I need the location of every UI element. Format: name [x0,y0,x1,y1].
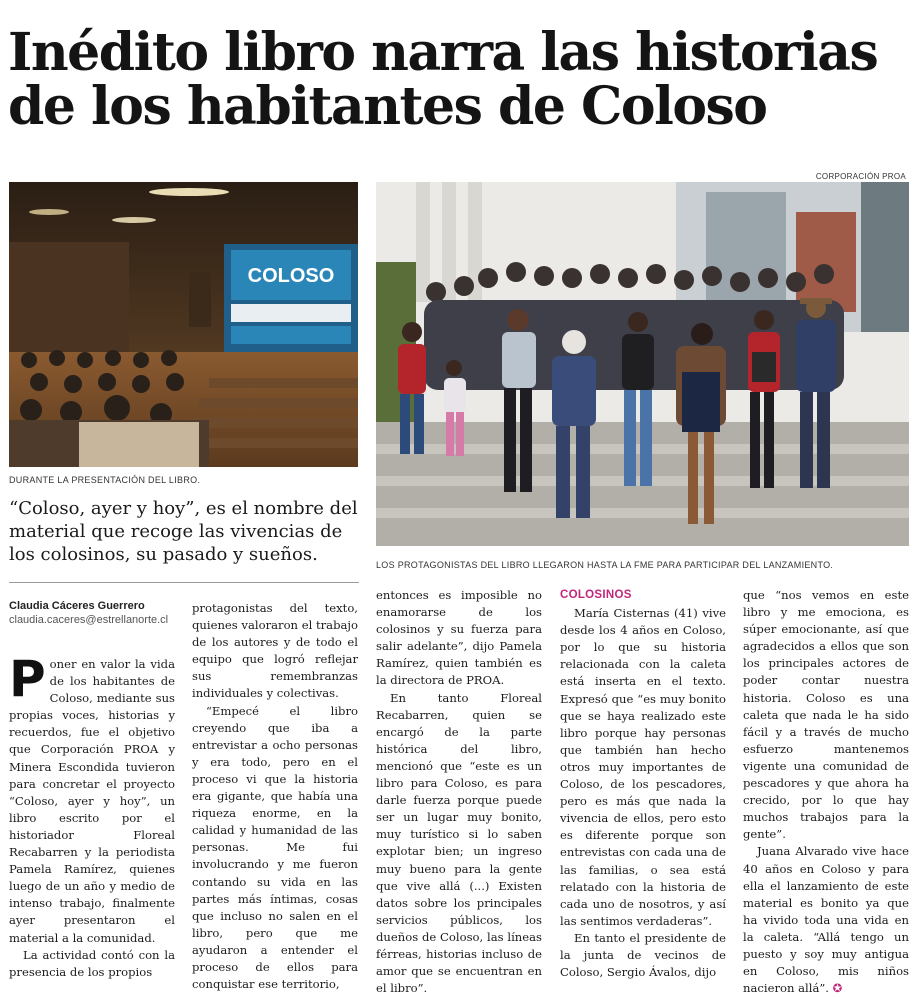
paragraph: María Cisternas (41) vive desde los 4 años en Coloso, por lo que su historia relacionada con la caleta está inserta en el texto. Expresó que “es muy bonito que se haya realizado este libro porque hay personas que también han hecho otros muy importantes de Coloso, de los pescadores, pero es más que nada la vivencia de ellos, pero esto es diferente porque son entrevistas con cada una de las familias, o sea está relatado con la historia de cada uno de nosotros, y así las sentimos verdaderas”. [560,606,726,928]
paragraph: “Empecé el libro creyendo que iba a entrevistar a ocho personas y era todo, pero en el proceso vi que la historia era gigante, que había una riqueza enorme, en la calidad y humanidad de las personas. Me fui involucrando y me fueron contando su vida en las partes más íntimas, cosas que incluso no salen en el libro, pero que me ayudaron a entender el proceso de ellos para conquistar ese territorio, [192,703,358,992]
presentation-photo [9,182,358,467]
paragraph: En tanto el presidente de la junta de vecinos de Coloso, Sergio Ávalos, dijo [560,930,726,980]
group-scene-illustration [376,182,909,546]
headline: Inédito libro narra las historias de los habitantes de Coloso [8,22,878,137]
paragraph: protagonistas del texto, quienes valoraron el trabajo de los autores y de todo el equipo que logró reflejar sus remembranzas individuales y colectivas. [192,601,358,701]
article-column-3 [376,587,542,997]
screen-title: COLOSO [247,265,335,287]
drop-cap: P [9,650,46,708]
paragraph: que “nos vemos en este libro y me emociona, es súper emocionante, así que agradecidos a ellos que son los principales actores de poder contar nuestra historia. Coloso es una caleta que nada le ha sido fácil y a través de mucho esfuerzo mantenemos vigente una comunidad de pescadores y que ahora ha crecido, por lo que hay muchos trabajos para la gente”. [743,588,909,842]
section-subhead: COLOSINOS [560,589,632,601]
paragraph: oner en valor la vida de los habitantes de Coloso, mediante sus propias voces, historias y recuerdos, fue el objetivo que Corporación PROA y Minera Escondida tuvieron para concretar el proyecto “Coloso, ayer y hoy”, un libro escrito por el historiador Floreal Recabarren y la periodista Pamela Ramírez, quienes luego de un año y medio de intenso trabajo, finalmente ayer presentaron el material a la comunidad. [9,657,175,945]
deck-summary: “Coloso, ayer y hoy”, es el nombre del material que recoge las vivencias de los colosinos, su pasado y sueños. [9,498,358,565]
right-photo-caption: LOS PROTAGONISTAS DEL LIBRO LLEGARON HASTA LA FME PARA PARTICIPAR DEL LANZAMIENTO. [376,560,834,570]
paragraph: entonces es imposible no enamorarse de los colosinos y su fuerza para salir adelante”, dijo Pamela Ramírez, quien también es la directora de PROA. [376,588,542,688]
group-photo [376,182,909,546]
paragraph: La actividad contó con la presencia de los propios [9,947,175,979]
deck-rule [9,582,359,583]
presentation-scene-illustration [9,182,358,467]
paragraph: En tanto Floreal Recabarren, quien se encargó de la parte histórica del libro, mencionó que “este es un libro para Coloso, es para darle fuerza porque puede ser un lugar muy bonito, muy turístico si lo saben explotar bien; un ingreso muy bueno para la gente que vive allá (...) Existen datos sobre los principales servicios públicos, los dueños de Coloso, las líneas férreas, historias incluso de amor que se encuentran en el libro”. [376,690,542,996]
photo-credit: CORPORACIÓN PROA [815,172,906,181]
article-column-2 [192,600,358,993]
article-column-4 [560,587,726,981]
byline-author: Claudia Cáceres Guerrero [9,600,145,612]
byline-email: claudia.caceres@estrellanorte.cl [9,614,169,626]
article-column-1 [9,650,175,981]
paragraph: Juana Alvarado vive hace 40 años en Coloso y para ella el lanzamiento de este material es bonito ya que ha vivido toda una vida en la caleta. “Allá tengo un puesto y soy muy antigua en Coloso, mis niños nacieron allá”. [743,844,909,996]
end-mark-icon: ✪ [832,981,843,996]
left-photo-caption: DURANTE LA PRESENTACIÓN DEL LIBRO. [9,475,201,485]
article-column-5 [743,587,909,997]
